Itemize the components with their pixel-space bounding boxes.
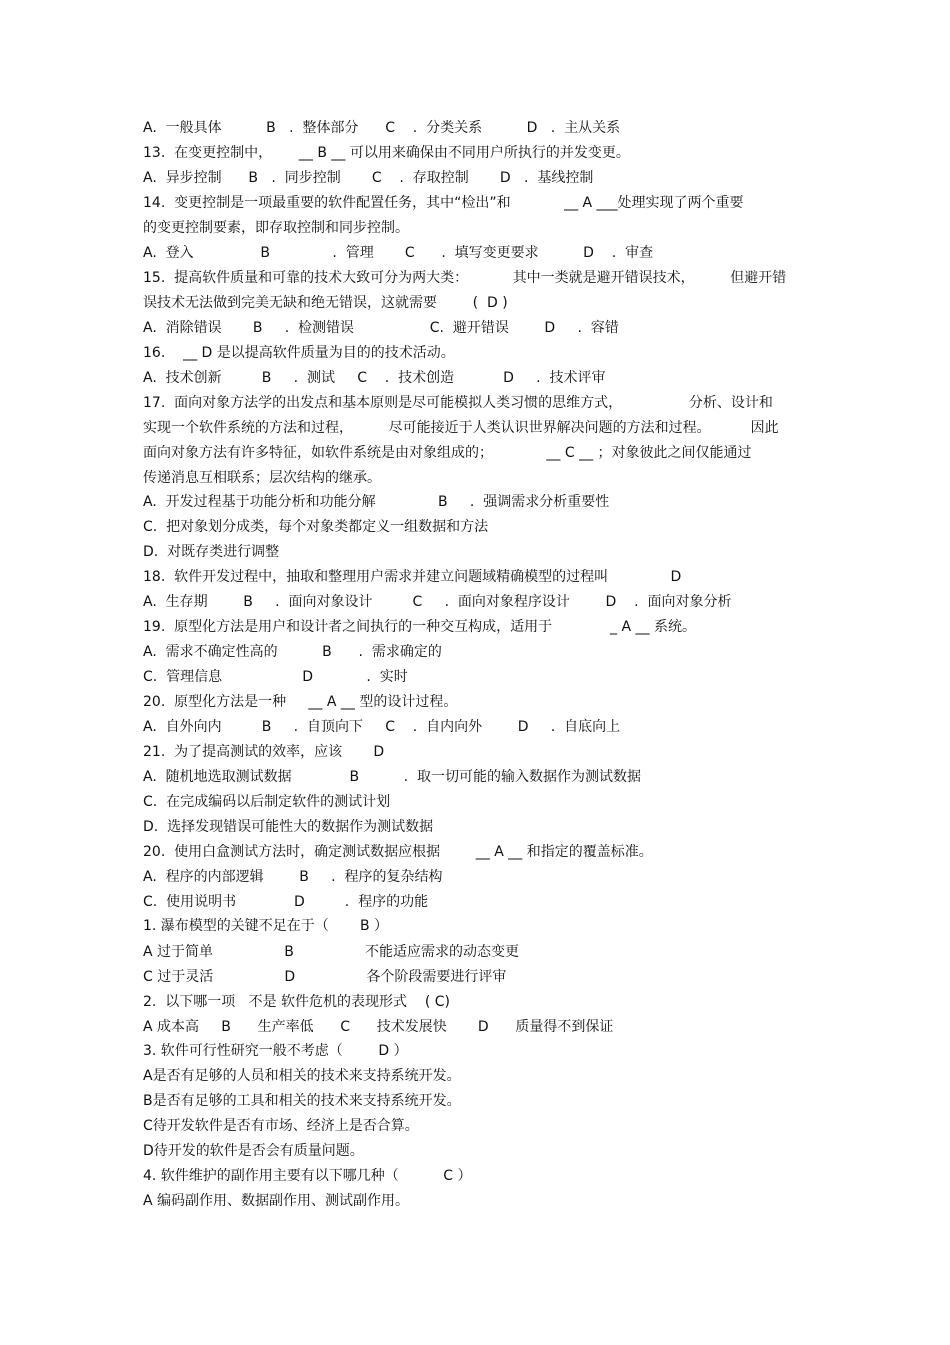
option-line: A. 需求不确定性高的 B . 需求确定的 — [143, 644, 442, 660]
question-line: 16. __ D 是以提高软件质量为目的的技术活动。 — [143, 345, 455, 361]
option-line: A. 登入 B . 管理 C . 填写变更要求 D . 审查 — [143, 245, 654, 261]
question-line: 1. 瀑布模型的关键不足在于（ B ） — [143, 918, 389, 934]
option-line: D. 选择发现错误可能性大的数据作为测试数据 — [143, 819, 434, 835]
option-line: C待开发软件是否有市场、经济上是否合算。 — [143, 1118, 419, 1134]
option-line: A. 技术创新 B . 测试 C . 技术创造 D . 技术评审 — [143, 370, 606, 386]
option-line: D. 对既存类进行调整 — [143, 544, 280, 560]
question-line: 21. 为了提高测试的效率，应该 D — [143, 744, 385, 760]
question-line: 13. 在变更控制中， __ B __ 可以用来确保由不同用户所执行的并发变更。 — [143, 145, 630, 161]
question-line: 3. 软件可行性研究一般不考虑（ D ） — [143, 1043, 408, 1059]
option-line: D待开发的软件是否会有质量问题。 — [143, 1143, 364, 1159]
question-line: 实现一个软件系统的方法和过程， 尽可能接近于人类认识世界解决问题的方法和过程。 因此 — [143, 420, 779, 436]
question-line: 面向对象方法有许多特征，如软件系统是由对象组成的； __ C __ ；对象彼此之间仅能通过 — [143, 445, 752, 461]
option-line: A. 随机地选取测试数据 B . 取一切可能的输入数据作为测试数据 — [143, 769, 641, 785]
question-line: 14. 变更控制是一项最重要的软件配置任务，其中“检出”和 __ A ___处理实现了两个重要 — [143, 195, 744, 211]
option-line: C. 把对象划分成类，每个对象类都定义一组数据和方法 — [143, 519, 489, 535]
option-line: A. 开发过程基于功能分析和功能分解 B . 强调需求分析重要性 — [143, 494, 610, 510]
question-line: 20. 原型化方法是一种 __ A __ 型的设计过程。 — [143, 694, 458, 710]
option-line: A. 消除错误 B . 检测错误 C. 避开错误 D . 容错 — [143, 320, 619, 336]
question-line: 4. 软件维护的副作用主要有以下哪几种（ C ） — [143, 1168, 472, 1184]
question-line: 19. 原型化方法是用户和设计者之间执行的一种交互构成，适用于 _ A __ 系统。 — [143, 619, 696, 635]
option-line: A 过于简单 B 不能适应需求的动态变更 — [143, 944, 520, 960]
option-line: A. 生存期 B . 面向对象设计 C . 面向对象程序设计 D . 面向对象分析 — [143, 594, 732, 610]
question-line: 20. 使用白盒测试方法时，确定测试数据应根据 __ A __ 和指定的覆盖标准。 — [143, 844, 653, 860]
option-line: A 编码副作用、数据副作用、测试副作用。 — [143, 1193, 410, 1209]
question-line: 2. 以下哪一项 不是 软件危机的表现形式 ( C) — [143, 994, 451, 1010]
option-line: A是否有足够的人员和相关的技术来支持系统开发。 — [143, 1068, 461, 1084]
question-line: 传递消息互相联系；层次结构的继承。 — [143, 470, 381, 486]
question-line: 误技术无法做到完美无缺和绝无错误，这就需要 ( D ) — [143, 295, 508, 311]
option-line: B是否有足够的工具和相关的技术来支持系统开发。 — [143, 1093, 461, 1109]
option-line: C. 管理信息 D . 实时 — [143, 669, 408, 685]
option-line: A. 自外向内 B . 自顶向下 C . 自内向外 D . 自底向上 — [143, 719, 621, 735]
option-line: A. 程序的内部逻辑 B . 程序的复杂结构 — [143, 869, 443, 885]
option-line: A. 异步控制 B . 同步控制 C . 存取控制 D . 基线控制 — [143, 170, 594, 186]
question-line: 15. 提高软件质量和可靠的技术大致可分为两大类： 其中一类就是避开错误技术， 但避开错 — [143, 270, 787, 286]
option-line: A. 一般具体 B . 整体部分 C . 分类关系 D . 主从关系 — [143, 120, 621, 136]
option-line: C 过于灵活 D 各个阶段需要进行评审 — [143, 969, 507, 985]
option-line: C. 使用说明书 D . 程序的功能 — [143, 894, 429, 910]
question-line: 的变更控制要素，即存取控制和同步控制。 — [143, 220, 409, 236]
question-line: 17. 面向对象方法学的出发点和基本原则是尽可能模拟人类习惯的思维方式， 分析、设计和 — [143, 395, 773, 411]
question-line: 18. 软件开发过程中，抽取和整理用户需求并建立问题域精确模型的过程叫 D — [143, 569, 682, 585]
option-line: A 成本高 B 生产率低 C 技术发展快 D 质量得不到保证 — [143, 1019, 614, 1035]
option-line: C. 在完成编码以后制定软件的测试计划 — [143, 794, 391, 810]
